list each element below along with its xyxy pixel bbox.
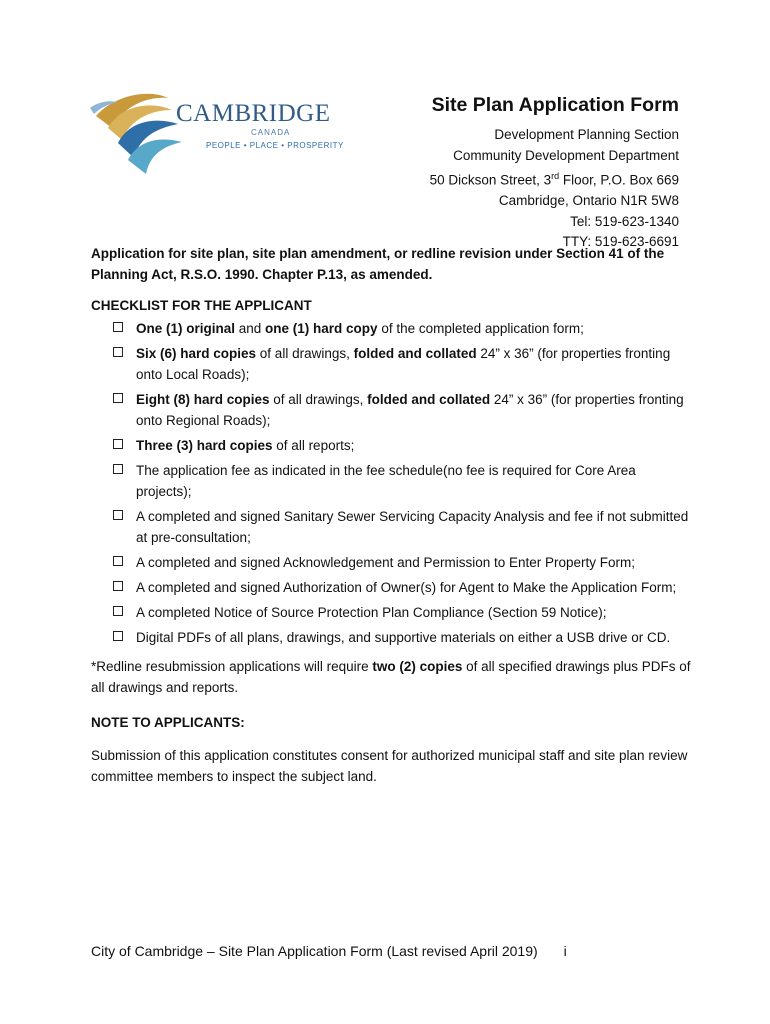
item-text: of all reports; — [272, 438, 355, 453]
item-text: of all drawings, — [269, 392, 368, 407]
item-text: A completed and signed Authorization of Owner(s) for Agent to Make the Application Form; — [136, 580, 677, 595]
redline-note — [91, 656, 691, 698]
section-name: Development Planning Section — [494, 127, 679, 142]
checkbox[interactable] — [113, 606, 123, 616]
city-address: Cambridge, Ontario N1R 5W8 — [498, 193, 679, 208]
checkbox[interactable] — [113, 510, 123, 520]
item-bold: Eight (8) hard copies — [136, 392, 270, 407]
note-text: Submission of this application constitutes consent for authorized municipal staff and site plan review committee members to inspect the subject land. — [91, 748, 688, 784]
item-bold: Three (3) hard copies — [136, 438, 273, 453]
redline-text: *Redline resubmission applications will require — [91, 659, 373, 674]
logo-subtitle: CANADA — [251, 128, 291, 137]
checklist-item — [91, 627, 691, 648]
page-footer — [91, 943, 567, 959]
item-bold: folded and collated — [367, 392, 491, 407]
cambridge-logo — [88, 88, 344, 178]
checkbox[interactable] — [113, 464, 123, 474]
checklist-item — [91, 577, 691, 598]
department-name: Community Development Department — [453, 147, 679, 163]
checkbox[interactable] — [113, 439, 123, 449]
checklist-item — [91, 343, 691, 385]
redline-text: of all specified drawings plus PDFs of all drawings and reports. — [91, 659, 691, 695]
main-content — [91, 243, 691, 787]
checklist-item — [91, 389, 691, 431]
checkbox[interactable] — [113, 347, 123, 357]
redline-bold: two (2) copies — [372, 659, 463, 674]
item-text: Digital PDFs of all plans, drawings, and supportive materials on either a USB drive or CD. — [136, 630, 671, 645]
item-text: of the completed application form; — [377, 321, 584, 336]
item-text: A completed and signed Acknowledgement and Permission to Enter Property Form; — [136, 555, 636, 570]
checklist-item — [91, 506, 691, 548]
note-heading: NOTE TO APPLICANTS: — [91, 715, 245, 730]
checkbox[interactable] — [113, 631, 123, 641]
page-number: i — [563, 943, 567, 959]
checklist-heading: CHECKLIST FOR THE APPLICANT — [91, 298, 312, 313]
item-bold: Six (6) hard copies — [136, 346, 257, 361]
item-bold: folded and collated — [353, 346, 477, 361]
header-block — [430, 94, 679, 253]
item-text: 24” x 36” (for properties fronting onto Local Roads); — [136, 346, 671, 382]
street-address — [430, 166, 679, 191]
checkbox[interactable] — [113, 393, 123, 403]
item-bold: one (1) hard copy — [265, 321, 378, 336]
item-text: A completed Notice of Source Protection Plan Compliance (Section 59 Notice); — [136, 605, 607, 620]
page-title: Site Plan Application Form — [431, 94, 679, 116]
address-sup: rd — [551, 171, 560, 181]
checklist-item — [91, 318, 691, 339]
checklist — [91, 318, 691, 648]
logo-wordmark: CAMBRIDGE — [176, 100, 331, 127]
footer-text: City of Cambridge – Site Plan Application Form (Last revised April 2019) — [91, 943, 538, 959]
checklist-item — [91, 552, 691, 573]
checkbox[interactable] — [113, 581, 123, 591]
address-pre: 50 Dickson Street, 3 — [429, 172, 552, 188]
cambridge-emblem-icon — [88, 88, 183, 178]
item-text: A completed and signed Sanitary Sewer Servicing Capacity Analysis and fee if not submitted at pre-consultation; — [136, 509, 689, 545]
checkbox[interactable] — [113, 322, 123, 332]
telephone: Tel: 519-623-1340 — [570, 213, 679, 229]
checklist-item — [91, 602, 691, 623]
address-post: Floor, P.O. Box 669 — [559, 172, 679, 188]
item-text: of all drawings, — [256, 346, 354, 361]
checklist-item — [91, 460, 691, 502]
item-bold: One (1) original — [136, 321, 236, 336]
checkbox[interactable] — [113, 556, 123, 566]
item-text: The application fee as indicated in the fee schedule(no fee is required for Core Area projects); — [136, 463, 636, 499]
intro-paragraph: Application for site plan, site plan amendment, or redline revision under Section 41 of the Planning Act, R.S.O. 1990. Chapter P.13, as amended. — [91, 246, 665, 282]
tty: TTY: 519-623-6691 — [562, 234, 679, 249]
item-text: 24” x 36” (for properties fronting onto Regional Roads); — [136, 392, 684, 428]
logo-tagline: PEOPLE • PLACE • PROSPERITY — [206, 141, 344, 150]
checklist-item — [91, 435, 691, 456]
item-text: and — [235, 321, 266, 336]
